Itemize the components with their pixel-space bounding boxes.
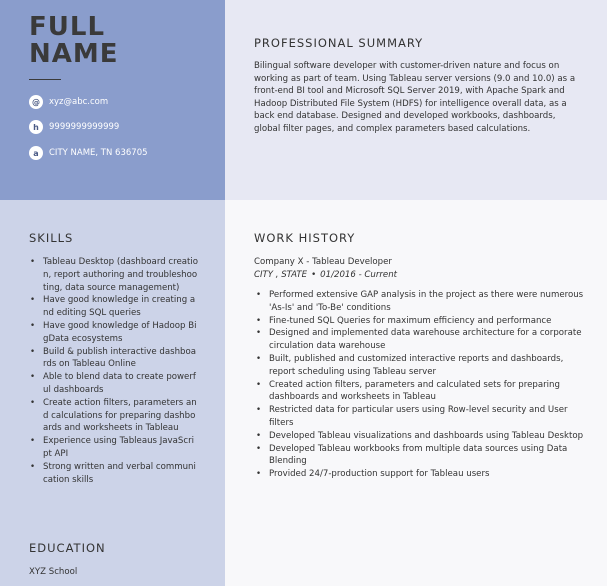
work-history-title: WORK HISTORY xyxy=(254,231,356,245)
skill-item: • Tableau Desktop (dashboard creation, report authoring and troubleshooting, data source management) xyxy=(29,256,199,294)
address-icon: a xyxy=(29,146,43,160)
work-duty-item: • Developed Tableau workbooks from multiple data sources using Data Blending xyxy=(254,443,584,469)
skill-item: • Have good knowledge of Hadoop BigData ecosystems xyxy=(29,320,199,346)
work-duty-item: • Performed extensive GAP analysis in the project as there were numerous 'As-Is' and 'To-Be' conditions xyxy=(254,289,584,315)
last-name: NAME xyxy=(29,39,119,69)
contact-email xyxy=(29,95,108,109)
skills-title: SKILLS xyxy=(29,231,74,245)
job-dates: 01/2016 - Current xyxy=(320,270,398,280)
full-name xyxy=(29,14,119,68)
skill-item: • Create action filters, parameters and calculations for preparing dashboards and worksheets in Tableau xyxy=(29,397,199,435)
work-duty-item: • Built, published and customized interactive reports and dashboards, report scheduling using Tableau server xyxy=(254,353,584,379)
job-meta xyxy=(254,270,397,280)
name-divider xyxy=(29,79,61,80)
work-duty-item: • Created action filters, parameters and calculated sets for preparing dashboards and worksheets in Tableau xyxy=(254,379,584,405)
work-duty-item: • Fine-tuned SQL Queries for maximum efficiency and performance xyxy=(254,315,584,328)
first-name: FULL xyxy=(29,12,106,42)
work-duties-list xyxy=(254,289,584,481)
work-duty-item: • Developed Tableau visualizations and dashboards using Tableau Desktop xyxy=(254,430,584,443)
contact-address xyxy=(29,146,148,160)
contact-address-text: CITY NAME, TN 636705 xyxy=(49,148,148,158)
contact-email-text: xyz@abc.com xyxy=(49,97,109,107)
skills-list xyxy=(29,256,199,486)
work-duty-item: • Designed and implemented data warehouse architecture for a corporate circulation data warehouse xyxy=(254,327,584,353)
school-name: XYZ School xyxy=(29,567,78,577)
contact-phone-text: 9999999999999 xyxy=(49,122,120,132)
skill-item: • Able to blend data to create powerful dashboards xyxy=(29,371,199,397)
job-location: CITY , STATE xyxy=(254,270,308,280)
skill-item: • Experience using Tableaus JavaScript API xyxy=(29,435,199,461)
email-icon: @ xyxy=(29,95,43,109)
skill-item: • Strong written and verbal communication skills xyxy=(29,461,199,487)
contact-phone xyxy=(29,120,119,134)
phone-icon: h xyxy=(29,120,43,134)
education-title: EDUCATION xyxy=(29,541,106,555)
work-duty-item: • Provided 24/7-production support for Tableau users xyxy=(254,468,584,481)
skill-item: • Build & publish interactive dashboards on Tableau Online xyxy=(29,346,199,372)
job-title: Company X - Tableau Developer xyxy=(254,257,392,267)
summary-text: Bilingual software developer with customer-driven nature and focus on working as part of team. Using Tableau server versions (9.0 and 10.0) as a front-end BI tool and Microsoft SQL Server 2019, with Apache Spark and Hadoop Distributed File System (HDFS) for intelligence overall data, as a back end database. Designed and developed workbooks, dashboards, global filter pages, and complex parameters based calculations. xyxy=(254,61,576,134)
summary-title: PROFESSIONAL SUMMARY xyxy=(254,36,424,50)
work-duty-item: • Restricted data for particular users using Row-level security and User filters xyxy=(254,404,584,430)
skill-item: • Have good knowledge in creating and editing SQL queries xyxy=(29,294,199,320)
job-meta-separator: • xyxy=(311,270,317,280)
